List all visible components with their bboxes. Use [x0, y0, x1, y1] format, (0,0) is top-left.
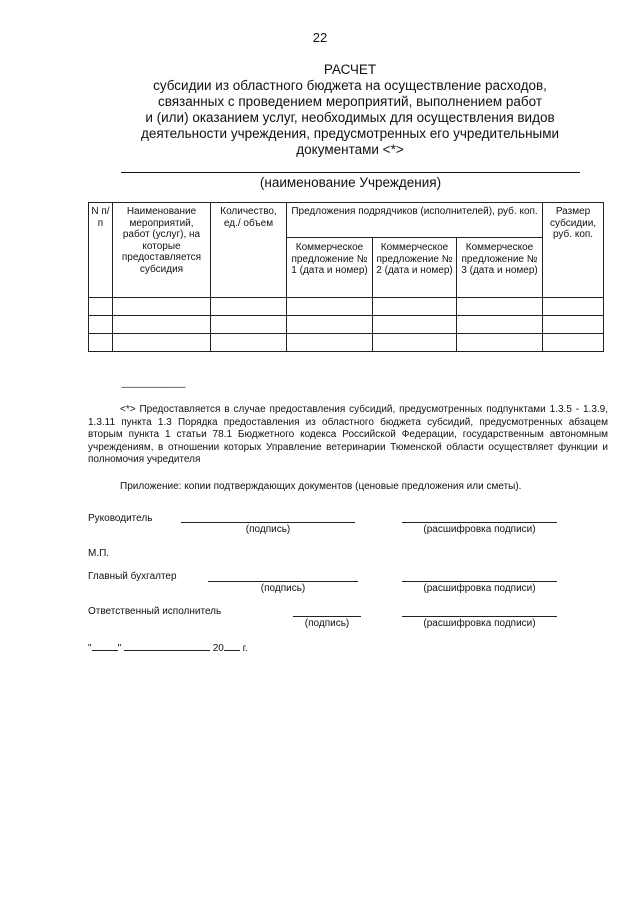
seal-label: М.П. — [88, 548, 110, 559]
title-line: субсидии из областного бюджета на осуществление расходов, — [153, 78, 547, 93]
footnote: <*> Предоставляется в случае предоставления субсидий, предусмотренных подпунктами 1.3.5 - 1.3.9, 1.3.11 пункта 1.3 Порядка предоставления из областного бюджета субсидий, предусмотренных абзацем вторым пункта 1 статьи 78.1 Бюджетного кодекса Российской Федерации, государственным автономным учреждениям, в отношении которых Управление ветеринарии Тюменской области осуществляет функции и полномочия учредителя — [88, 404, 608, 465]
table-cell[interactable] — [89, 316, 113, 334]
head-signature-caption: (подпись) — [245, 524, 291, 535]
accountant-decoding-line[interactable] — [402, 581, 557, 582]
table-cell[interactable] — [211, 316, 287, 334]
date-field — [88, 640, 248, 654]
title-heading: РАСЧЕТ — [323, 62, 377, 77]
day-blank[interactable] — [92, 640, 118, 651]
table-cell[interactable] — [211, 298, 287, 316]
executor-signature-line[interactable] — [293, 616, 361, 617]
table-cell[interactable] — [287, 298, 373, 316]
table-cell[interactable] — [543, 298, 604, 316]
responsible-executor-label: Ответственный исполнитель — [88, 606, 222, 617]
head-decoding-line[interactable] — [402, 522, 557, 523]
executor-decoding-line[interactable] — [402, 616, 557, 617]
table-cell[interactable] — [89, 298, 113, 316]
accountant-signature-line[interactable] — [208, 581, 358, 582]
table-row — [89, 298, 604, 316]
page-number: 22 — [312, 30, 328, 45]
table-cell[interactable] — [373, 298, 457, 316]
table-cell[interactable] — [457, 316, 543, 334]
year-suffix: г. — [242, 643, 248, 654]
table-cell[interactable] — [211, 334, 287, 352]
table-cell[interactable] — [287, 316, 373, 334]
table-row — [89, 316, 604, 334]
year-prefix: 20 — [212, 643, 224, 654]
head-label: Руководитель — [88, 513, 153, 524]
header-subsidy-amount: Размер субсидии, руб. коп. — [543, 203, 604, 298]
table-cell[interactable] — [89, 334, 113, 352]
organization-name-caption: (наименование Учреждения) — [259, 175, 442, 190]
year-blank[interactable] — [224, 640, 240, 651]
header-proposal-1: Коммерческое предложение № 1 (дата и номер) — [287, 238, 373, 298]
calculation-table — [88, 202, 604, 352]
header-event-name: Наименование мероприятий, работ (услуг), на которые предоставляется субсидия — [113, 203, 211, 298]
table-cell[interactable] — [373, 316, 457, 334]
title-line: документами <*> — [296, 142, 404, 157]
accountant-signature-caption: (подпись) — [260, 583, 306, 594]
month-blank[interactable] — [124, 640, 210, 651]
executor-decoding-caption: (расшифровка подписи) — [423, 618, 536, 629]
table-cell[interactable] — [457, 334, 543, 352]
title-line: связанных с проведением мероприятий, выполнением работ — [157, 94, 543, 109]
header-proposal-3: Коммерческое предложение № 3 (дата и номер) — [457, 238, 543, 298]
table-cell[interactable] — [287, 334, 373, 352]
document-title — [90, 62, 610, 158]
organization-name-line — [121, 172, 580, 173]
table-cell[interactable] — [457, 298, 543, 316]
table-cell[interactable] — [113, 298, 211, 316]
date-quote-close: " — [117, 643, 122, 654]
attachment-note: Приложение: копии подтверждающих документов (ценовые предложения или сметы). — [120, 481, 522, 492]
head-decoding-caption: (расшифровка подписи) — [423, 524, 536, 535]
head-signature-line[interactable] — [181, 522, 355, 523]
footnote-separator: -------------------------------- — [121, 382, 185, 392]
title-line: деятельности учреждения, предусмотренных его учредительными — [140, 126, 560, 141]
table-cell[interactable] — [373, 334, 457, 352]
header-proposals-group: Предложения подрядчиков (исполнителей), руб. коп. — [287, 203, 543, 238]
table-row — [89, 334, 604, 352]
header-number: N п/п — [89, 203, 113, 298]
title-line: и (или) оказанием услуг, необходимых для осуществления видов — [145, 110, 555, 125]
table-cell[interactable] — [543, 316, 604, 334]
header-proposal-2: Коммерческое предложение № 2 (дата и номер) — [373, 238, 457, 298]
table-cell[interactable] — [113, 316, 211, 334]
table-cell[interactable] — [113, 334, 211, 352]
header-quantity: Количество, ед./ объем — [211, 203, 287, 298]
chief-accountant-label: Главный бухгалтер — [88, 571, 177, 582]
accountant-decoding-caption: (расшифровка подписи) — [423, 583, 536, 594]
executor-signature-caption: (подпись) — [304, 618, 350, 629]
table-cell[interactable] — [543, 334, 604, 352]
date-quote-open: " — [88, 643, 92, 654]
